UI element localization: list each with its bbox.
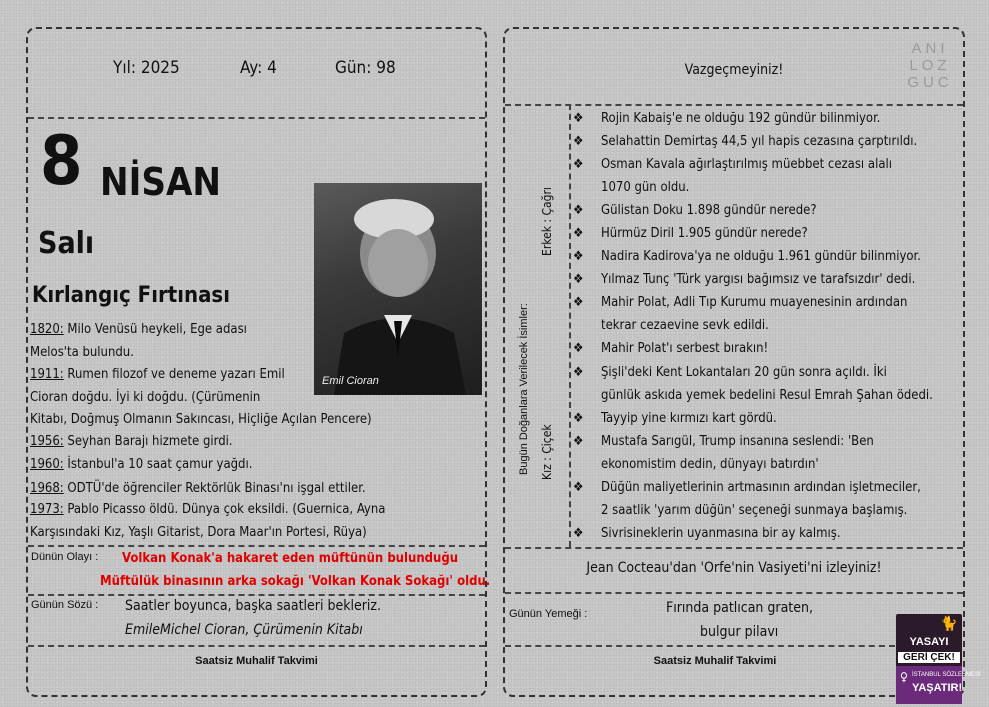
logo (905, 40, 955, 91)
quote-label: Günün Sözü : (31, 599, 99, 611)
badge-bottom (896, 666, 981, 704)
history-entry: 1968: ODTÜ'de öğrenciler Rektörlük Binası'nı işgal ettiler. (30, 481, 366, 496)
photo-caption: Emil Cioran (322, 375, 379, 387)
badge-line-1: YASAYI (909, 636, 949, 648)
year-label: Yıl: 2025 (113, 58, 180, 78)
day-of-year-label: Gün: 98 (335, 58, 396, 78)
month-label: Ay: 4 (240, 58, 277, 78)
diamond-bullet-icon: ❖ (573, 365, 584, 380)
meal-line: Fırında patlıcan graten, (666, 600, 813, 616)
diamond-bullet-icon: ❖ (573, 111, 584, 126)
history-entry: 1820: Milo Venüsü heykeli, Ege adası Melos'ta bulundu. (30, 322, 247, 360)
boy-name: Erkek : Çağrı (540, 187, 554, 256)
diamond-bullet-icon: ❖ (573, 526, 584, 541)
campaign-badge (896, 614, 981, 704)
venus-symbol-icon: ♀ (900, 670, 908, 684)
cat-silhouette-icon: 🐈 (940, 616, 958, 632)
event-label: Dünün Olayı : (31, 551, 99, 563)
divider (505, 547, 963, 549)
news-item: ❖ Osman Kavala ağırlaştırılmış müebbet cezası alalı 1070 gün oldu. (573, 154, 689, 199)
footer-title: Saatsiz Muhalif Takvimi (195, 655, 318, 667)
diamond-bullet-icon: ❖ (573, 134, 584, 149)
diamond-bullet-icon: ❖ (573, 480, 584, 495)
film-recommendation: Jean Cocteau'dan 'Orfe'nin Vasiyeti'ni izleyiniz! (586, 560, 882, 576)
diamond-bullet-icon: ❖ (573, 341, 584, 356)
diamond-bullet-icon: ❖ (573, 295, 584, 310)
event-line: Müftülük binasının arka sokağı 'Volkan Konak Sokağı' oldu. (100, 574, 491, 589)
history-entry: 1911: Rumen filozof ve deneme yazarı Emil Cioran doğdu. İyi ki doğdu. (Çürümenin Kitabı, Doğmuş Olmanın Sakıncası, Hiçliğe Açılan Pencere) (30, 367, 372, 427)
history-entry: 1960: İstanbul'a 10 saat çamur yağdı. (30, 457, 253, 472)
history-entry: 1973: Pablo Picasso öldü. Dünya çok eksildi. (Guernica, Ayna Karşısındaki Kız, Yaşlı Gitarist, Dora Maar'ın Portesi, Rüya) (30, 502, 386, 540)
diamond-bullet-icon: ❖ (573, 411, 584, 426)
news-item: ❖ Mahir Polat, Adli Tıp Kurumu muayenesinin ardından tekrar cezaevine sevk edildi. (573, 292, 769, 337)
badge-line-2: GERİ ÇEK! (898, 652, 960, 663)
day-number: 8 (40, 122, 83, 201)
news-item: ❖ Düğün maliyetlerinin artmasının ardından işletmeciler, 2 saatlik 'yarım düğün' seçeneği sunmaya başlamış. (573, 477, 907, 522)
news-item: ❖ Şişli'deki Kent Lokantaları 20 gün sonra açıldı. İki günlük askıda yemek bedelini Resul Emrah Şahan ödedi. (573, 362, 933, 407)
divider (28, 545, 485, 547)
logo-line: LOZ (909, 57, 951, 74)
news-item: ❖ Mustafa Sarıgül, Trump insanına seslendi: 'Ben ekonomistim dedin, dünyayı batırdın' (573, 431, 819, 476)
month-name: NİSAN (100, 160, 222, 204)
diamond-bullet-icon: ❖ (573, 272, 584, 287)
diamond-bullet-icon: ❖ (573, 203, 584, 218)
meal-label: Günün Yemeği : (509, 608, 588, 620)
divider (569, 104, 571, 547)
event-line: Volkan Konak'a hakaret eden müftünün bulunduğu (122, 551, 459, 566)
diamond-bullet-icon: ❖ (573, 226, 584, 241)
motto: Vazgeçmeyiniz! (684, 62, 784, 78)
weekday: Salı (38, 226, 95, 261)
quote-author: EmileMichel Cioran, Çürümenin Kitabı (125, 622, 363, 638)
divider (28, 645, 485, 647)
meal-line: bulgur pilavı (700, 624, 779, 640)
storm-name: Kırlangıç Fırtınası (32, 283, 230, 308)
badge-line-3: İSTANBUL SÖZLEŞMESİ (912, 672, 981, 678)
divider (505, 592, 963, 594)
divider (505, 104, 963, 106)
diamond-bullet-icon: ❖ (573, 157, 584, 172)
divider (28, 117, 485, 119)
footer-title: Saatsiz Muhalif Takvimi (653, 655, 777, 667)
logo-line: ANI (911, 40, 949, 57)
divider (28, 594, 485, 596)
history-entry: 1956: Seyhan Barajı hizmete girdi. (30, 434, 233, 449)
logo-line: GUC (907, 74, 953, 91)
diamond-bullet-icon: ❖ (573, 249, 584, 264)
girl-name: Kız : Çiçek (540, 424, 554, 480)
divider (505, 645, 895, 647)
names-title: Bugün Doğanlara Verilecek İsimler: (518, 303, 530, 475)
quote-text: Saatler boyunca, başka saatleri bekleriz. (125, 598, 382, 614)
badge-line-4: YAŞATIR! (912, 682, 963, 694)
diamond-bullet-icon: ❖ (573, 434, 584, 449)
